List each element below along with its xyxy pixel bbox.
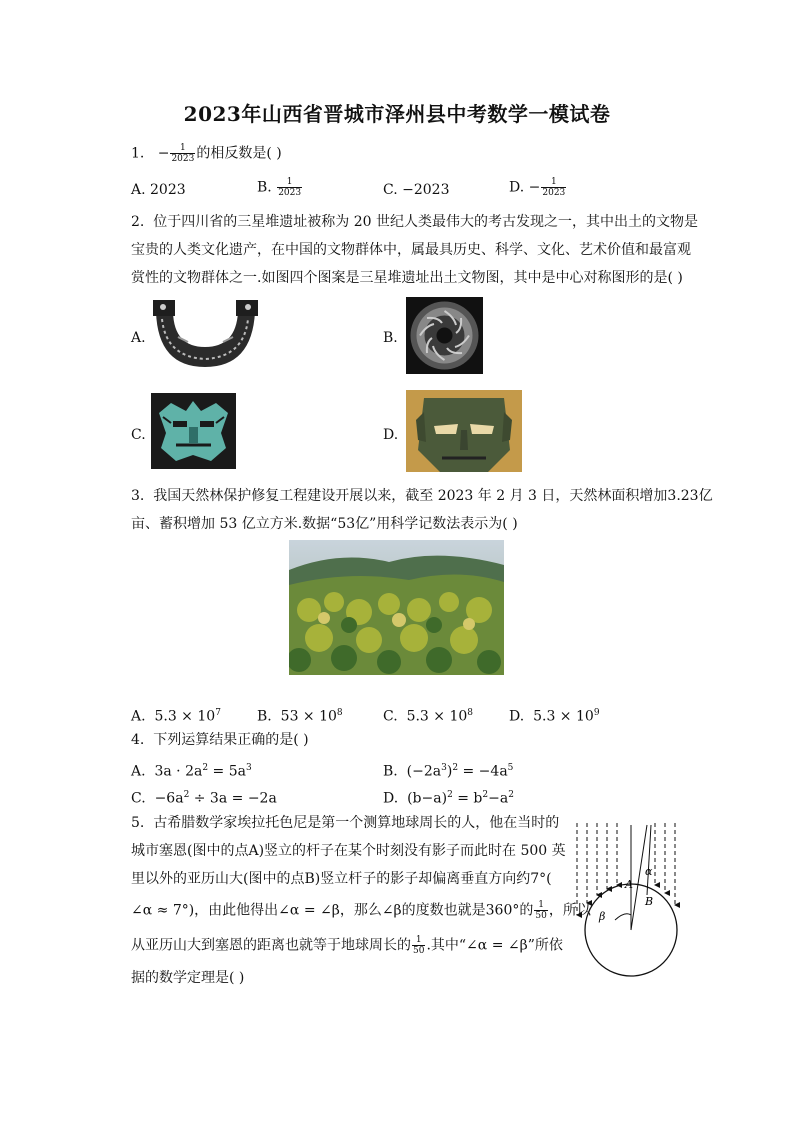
question-3-line-1: 3. 我国天然林保护修复工程建设开展以来，截至 2023 年 2 月 3 日，天然林面积增加3.23亿 — [131, 488, 713, 504]
q3-option-d[interactable]: D. $5.3 \times 10^9$ — [509, 708, 600, 725]
earth-sunlight-diagram — [567, 815, 687, 980]
point-a-label: A — [625, 878, 633, 891]
question-4-stem: 4. 下列运算结果正确的是( ) — [131, 732, 309, 748]
q2-option-b-label[interactable]: B. — [383, 330, 398, 346]
q2-option-c-label[interactable]: C. — [131, 427, 146, 443]
page-title: 2023年山西省晋城市泽州县中考数学一模试卷 — [183, 102, 611, 126]
question-2-line-1: 2. 位于四川省的三星堆遗址被称为 20 世纪人类最伟大的考古发现之一，其中出土的文物是 — [131, 214, 698, 230]
q2-option-a-label[interactable]: A. — [131, 330, 146, 346]
beta-label: β — [599, 910, 606, 923]
question-2-line-3: 赏性的文物群体之一.如图四个图案是三星堆遗址出土文物图，其中是中心对称图形的是( ) — [131, 270, 683, 286]
q3-option-c[interactable]: C. $5.3 \times 10^8$ — [383, 708, 474, 725]
q1-option-a[interactable]: A. 2023 — [131, 182, 186, 198]
q1-option-b[interactable]: B. $\frac{1}{2023}$ — [257, 177, 302, 198]
forest-image — [289, 540, 504, 675]
artifact-image-c — [151, 393, 236, 469]
artifact-image-a — [148, 297, 263, 372]
artifact-image-b — [406, 297, 483, 374]
q4-option-d[interactable]: D. $(b-a)^2 = b^2-a^2$ — [383, 790, 514, 807]
point-b-label: B — [645, 895, 654, 908]
q3-option-a[interactable]: A. $5.3 \times 10^7$ — [131, 708, 221, 725]
question-number: 1. — [131, 145, 145, 162]
question-5-line-5: 从亚历山大到塞恩的距离也就等于地球周长的 $\frac{1}{50}$ .其中“∠α = ∠β”所依 — [131, 935, 563, 956]
question-5-line-1: 5. 古希腊数学家埃拉托色尼是第一个测算地球周长的人，他在当时的 — [131, 815, 560, 831]
q2-option-d-label[interactable]: D. — [383, 427, 399, 443]
q1-option-c[interactable]: C. −2023 — [383, 182, 450, 198]
question-5-line-3: 里以外的亚历山大(图中的点B)竖立杆子的影子却偏离垂直方向约7°( — [131, 871, 552, 887]
q4-option-b[interactable]: B. $(-2a^3)^2 = -4a^5$ — [383, 763, 514, 780]
question-5-line-4: ∠α ≈ 7°)，由此他得出∠α = ∠β，那么∠β的度数也就是360°的 $\frac{1}{50}$ ，所以 — [131, 900, 591, 921]
question-1-stem: 1. − $\frac{1}{2023}$ 的相反数是( ) — [131, 143, 282, 164]
q1-option-d[interactable]: D. − $\frac{1}{2023}$ — [509, 177, 566, 198]
alpha-label: α — [645, 865, 653, 878]
fraction: $\frac{1}{2023}$ — [171, 143, 195, 164]
q4-option-c[interactable]: C. $-6a^2 \div 3a = -2a$ — [131, 790, 277, 807]
q3-option-b[interactable]: B. $53 \times 10^8$ — [257, 708, 343, 725]
artifact-image-d — [406, 390, 522, 472]
question-3-line-2: 亩、蓄积增加 53 亿立方米.数据“53亿”用科学记数法表示为( ) — [131, 516, 518, 532]
question-5-line-2: 城市塞恩(图中的点A)竖立的杆子在某个时刻没有影子而此时在 500 英 — [131, 843, 566, 859]
question-2-line-2: 宝贵的人类文化遗产，在中国的文物群体中，属最具历史、科学、文化、艺术价值和最富观 — [131, 242, 691, 258]
q4-option-a[interactable]: A. $3a \cdot 2a^2 = 5a^3$ — [131, 763, 252, 780]
question-5-line-6: 据的数学定理是( ) — [131, 970, 245, 986]
